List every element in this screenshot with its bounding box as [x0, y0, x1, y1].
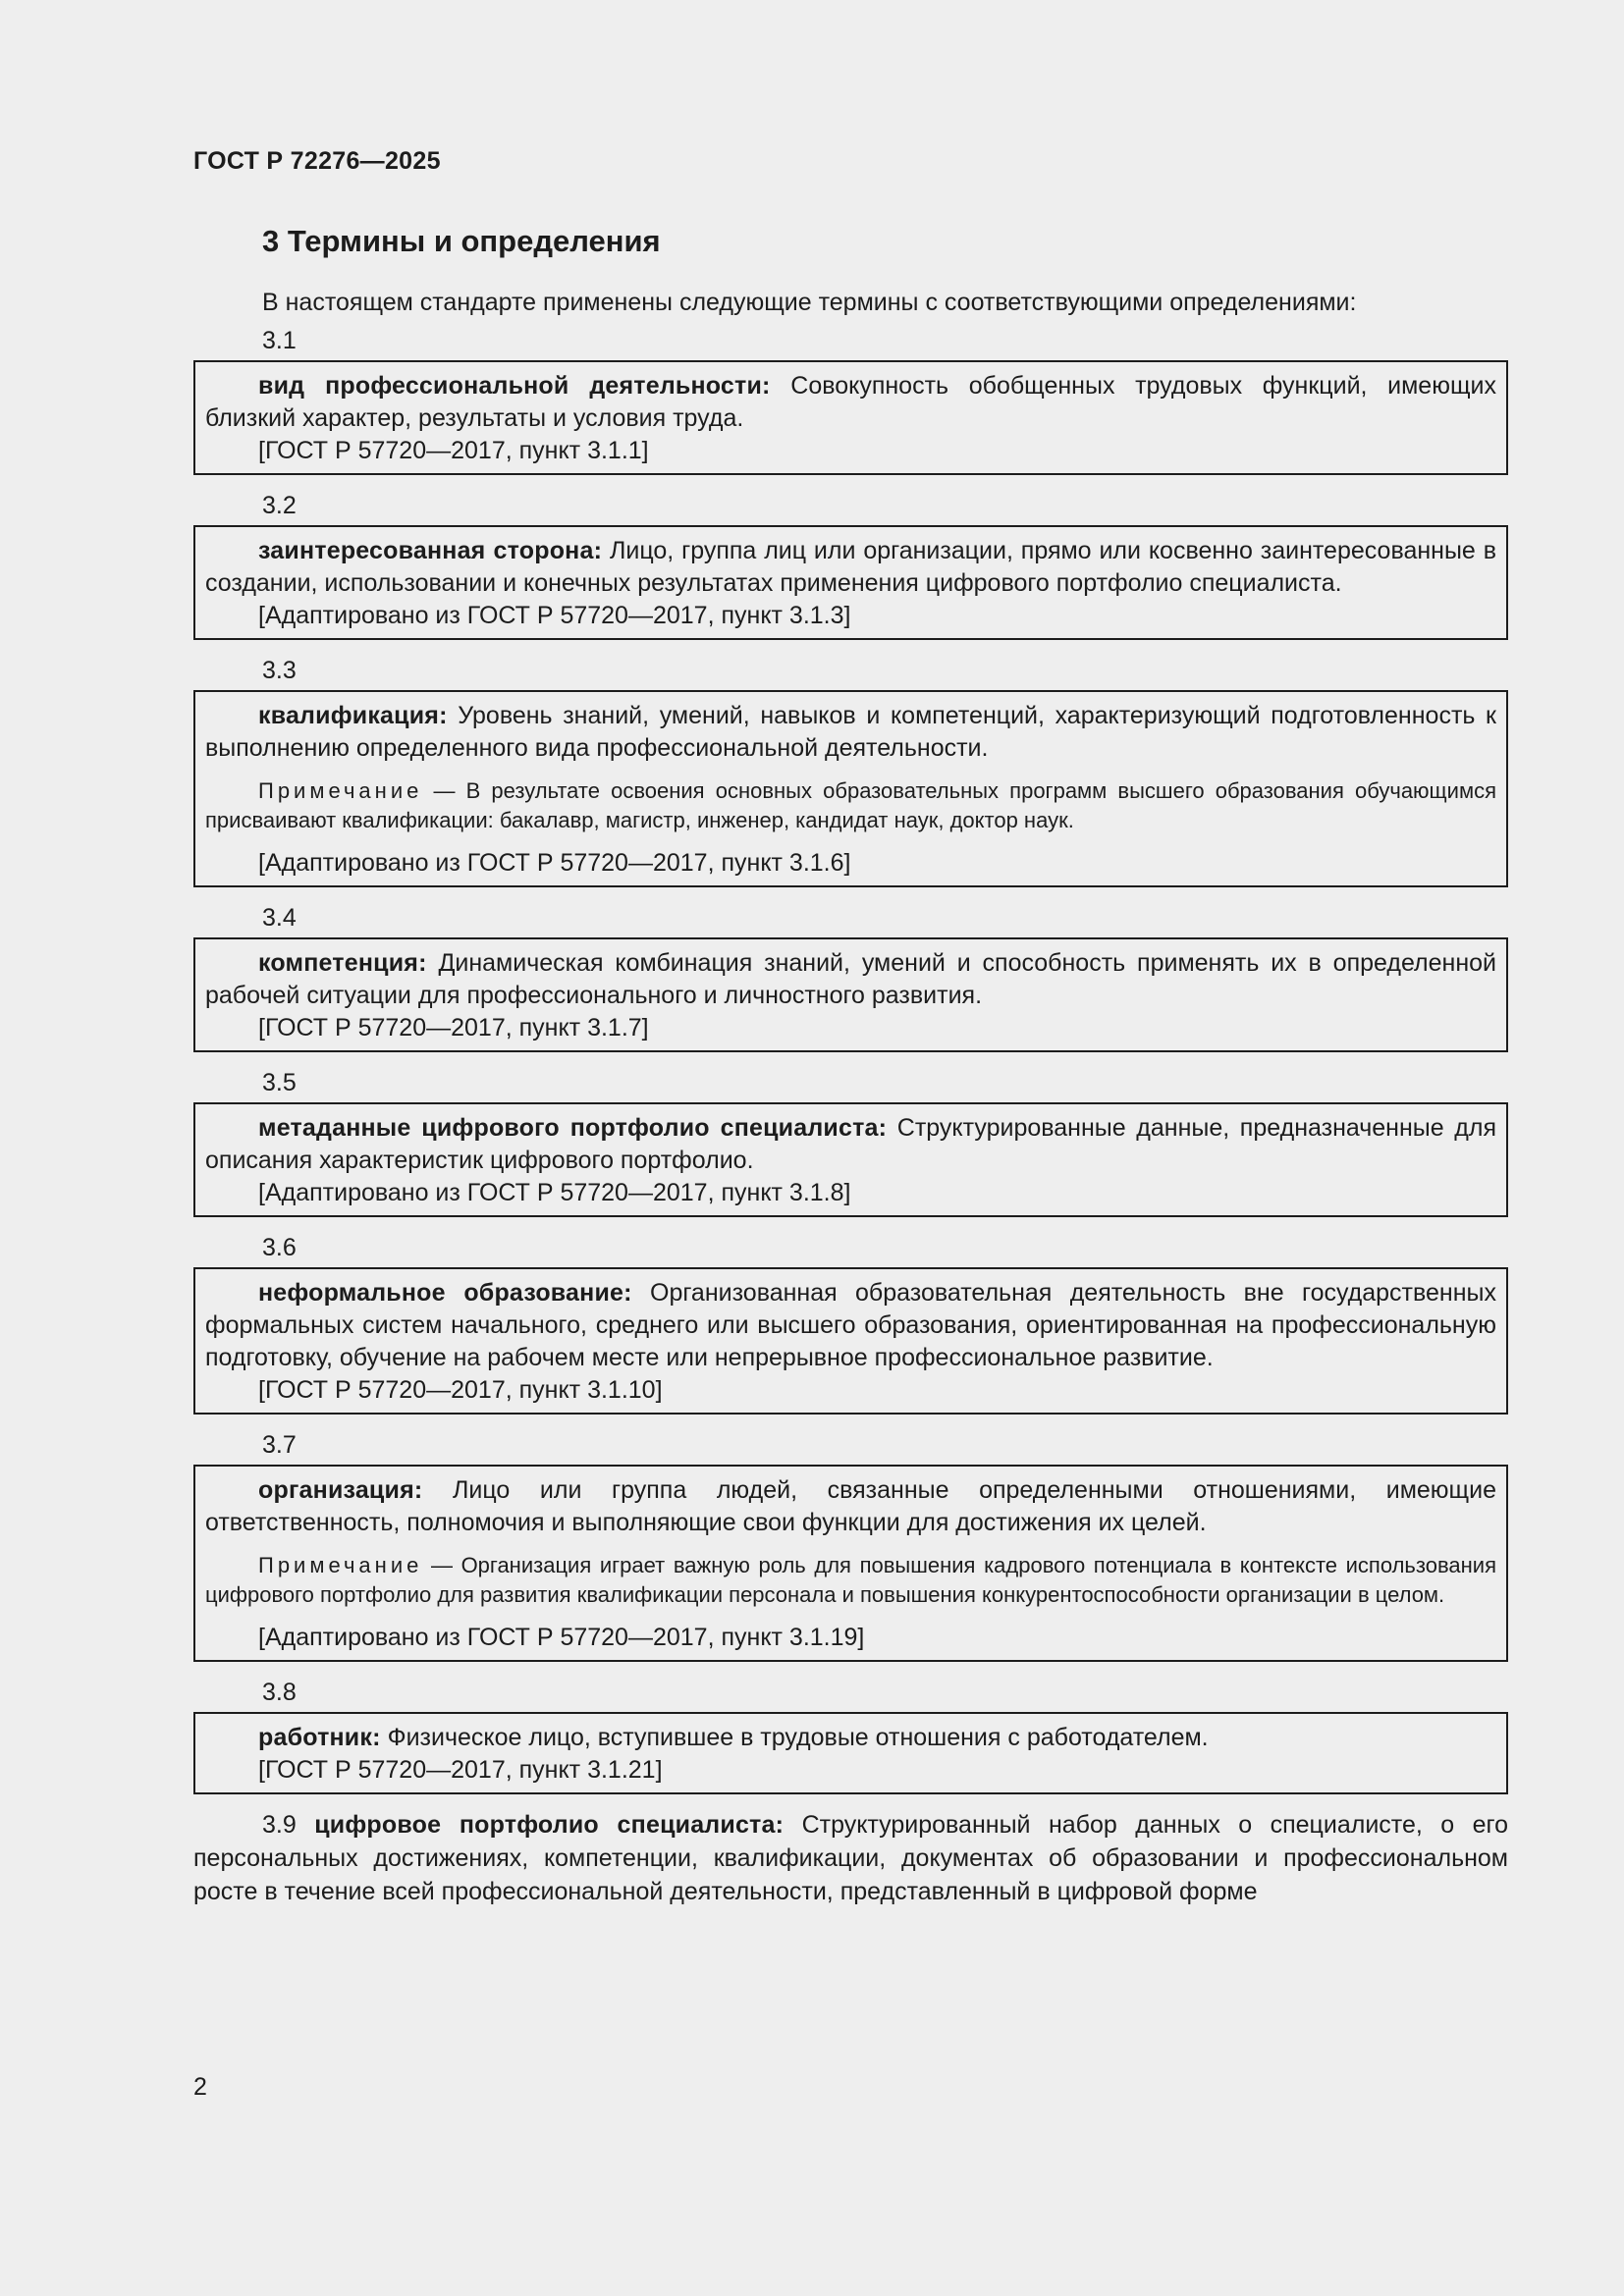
term-name: работник: — [258, 1724, 381, 1751]
term-box — [193, 525, 1508, 640]
term-name: вид профессиональной деятельности: — [258, 372, 771, 400]
term-box — [193, 1465, 1508, 1662]
term-box — [193, 1102, 1508, 1217]
note-text: — Организация играет важную роль для повышения кадрового потенциала в контексте использования цифрового портфолио для развития квалификации персонала и повышения конкурентоспособности организации в целом. — [205, 1553, 1496, 1607]
term-number: 3.1 — [262, 327, 297, 354]
term-definition: Структурированные данные, предназначенные для описания характеристик цифрового портфолио. — [205, 1114, 1496, 1174]
term-number: 3.5 — [262, 1069, 297, 1096]
term-source: [ГОСТ Р 57720—2017, пункт 3.1.1] — [258, 437, 649, 464]
term-name: цифровое портфолио специалиста: — [314, 1811, 785, 1839]
term-name: метаданные цифрового портфолио специалиста: — [258, 1114, 888, 1142]
term-number: 3.4 — [262, 904, 297, 932]
term-definition-paragraph — [205, 947, 1496, 1012]
term-definition-paragraph — [193, 1808, 1508, 1908]
term-name: неформальное образование: — [258, 1279, 632, 1307]
term-definition-paragraph — [205, 1112, 1496, 1177]
note-label: Примечание — [258, 778, 423, 803]
term-definition: Динамическая комбинация знаний, умений и способность применять их в определенной рабочей ситуации для профессионального и личностного развития. — [205, 949, 1496, 1009]
term-definition: Лицо, группа лиц или организации, прямо или косвенно заинтересованные в создании, использовании и конечных результатах применения цифрового портфолио специалиста. — [205, 537, 1496, 597]
term-definition: Лицо или группа людей, связанные определенными отношениями, имеющие ответственность, полномочия и выполняющие свои функции для достижения их целей. — [205, 1476, 1496, 1536]
term-definition: Физическое лицо, вступившее в трудовые отношения с работодателем. — [380, 1724, 1209, 1751]
term-definition: Структурированный набор данных о специалисте, о его персональных достижениях, компетенции, квалификации, документах об образовании и профессиональном росте в течение всей профессиональной деятельности, представленный в цифровой форме — [193, 1811, 1508, 1905]
term-name: организация: — [258, 1476, 423, 1504]
term-box — [193, 1267, 1508, 1415]
document-id: ГОСТ Р 72276—2025 — [193, 147, 441, 175]
term-definition-paragraph — [205, 1474, 1496, 1539]
term-definition: Уровень знаний, умений, навыков и компетенций, характеризующий подготовленность к выполнению определенного вида профессиональной деятельности. — [205, 702, 1496, 762]
term-number: 3.8 — [262, 1679, 297, 1706]
term-definition-paragraph — [205, 700, 1496, 765]
note-text: — В результате освоения основных образовательных программ высшего образования обучающимся присваивают квалификации: бакалавр, магистр, инженер, кандидат наук, доктор наук. — [205, 778, 1496, 832]
term-source: [ГОСТ Р 57720—2017, пункт 3.1.10] — [258, 1376, 663, 1404]
term-name: квалификация: — [258, 702, 448, 729]
term-definition: Организованная образовательная деятельность вне государственных формальных систем начального, среднего или высшего образования, ориентированная на профессиональную подготовку, обучение на рабочем месте или непрерывное профессиональное развитие. — [205, 1279, 1496, 1371]
term-number: 3.2 — [262, 492, 297, 519]
term-box — [193, 360, 1508, 475]
term-number: 3.7 — [262, 1431, 297, 1459]
term-number: 3.9 — [262, 1811, 297, 1839]
term-note — [205, 1551, 1496, 1610]
term-source: [ГОСТ Р 57720—2017, пункт 3.1.7] — [258, 1014, 649, 1041]
term-definition-paragraph — [205, 1277, 1496, 1374]
terms-list — [193, 321, 1508, 1908]
term-source: [ГОСТ Р 57720—2017, пункт 3.1.21] — [258, 1756, 663, 1784]
term-box — [193, 690, 1508, 887]
term-source: [Адаптировано из ГОСТ Р 57720—2017, пункт 3.1.19] — [258, 1624, 865, 1651]
section-title: 3 Термины и определения — [262, 224, 661, 258]
term-note — [205, 776, 1496, 835]
term-number: 3.3 — [262, 657, 297, 684]
term-name: заинтересованная сторона: — [258, 537, 603, 564]
term-source: [Адаптировано из ГОСТ Р 57720—2017, пункт 3.1.8] — [258, 1179, 851, 1206]
term-box — [193, 937, 1508, 1052]
term-definition: Совокупность обобщенных трудовых функций, имеющих близкий характер, результаты и условия труда. — [205, 372, 1496, 432]
term-source: [Адаптировано из ГОСТ Р 57720—2017, пункт 3.1.6] — [258, 849, 851, 877]
term-box — [193, 1712, 1508, 1794]
term-definition-paragraph — [205, 1722, 1496, 1754]
term-number: 3.6 — [262, 1234, 297, 1261]
note-label: Примечание — [258, 1553, 423, 1577]
section-intro: В настоящем стандарте применены следующие термины с соответствующими определениями: — [262, 289, 1357, 316]
term-definition-paragraph — [205, 535, 1496, 600]
term-definition-paragraph — [205, 370, 1496, 435]
term-source: [Адаптировано из ГОСТ Р 57720—2017, пункт 3.1.3] — [258, 602, 851, 629]
term-name: компетенция: — [258, 949, 427, 977]
page-number: 2 — [193, 2073, 207, 2101]
